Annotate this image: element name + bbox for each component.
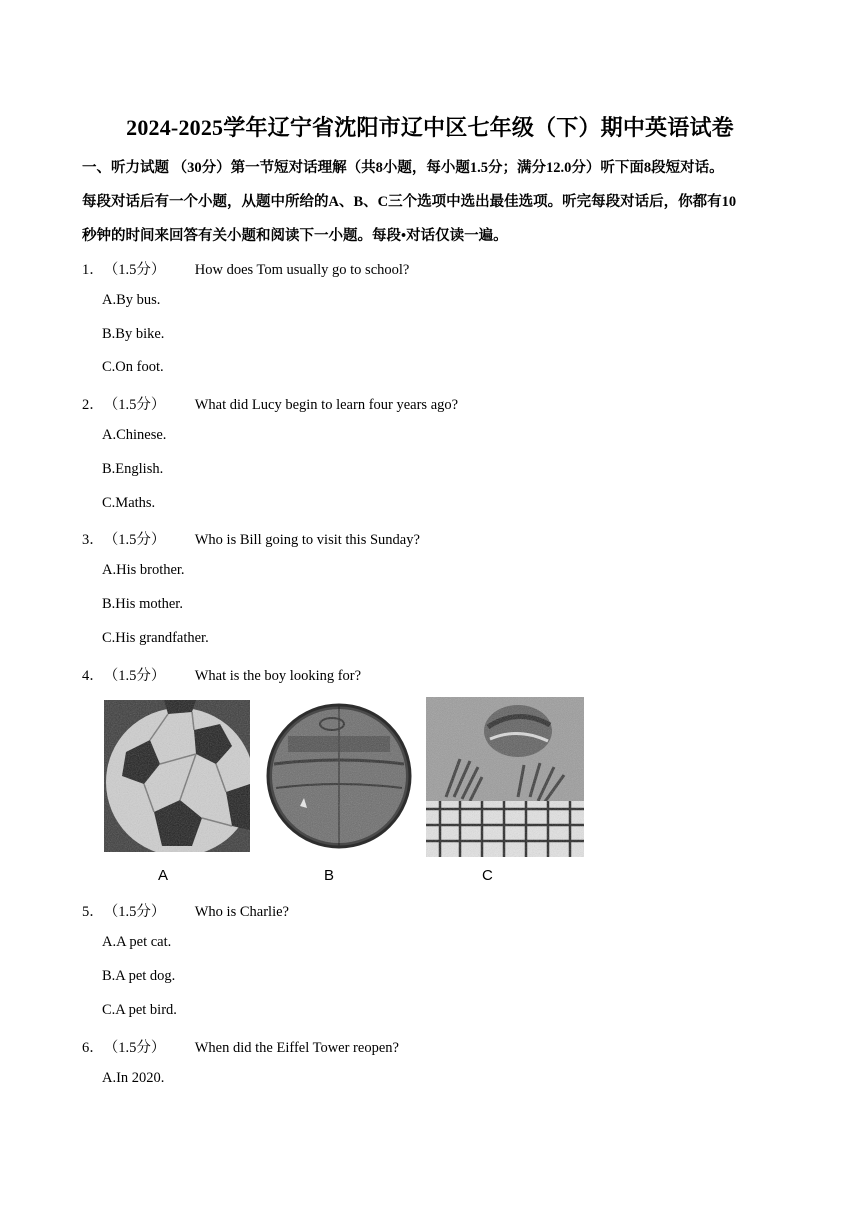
picture-label-c: C bbox=[482, 867, 493, 884]
question-text: When did the Eiffel Tower reopen? bbox=[194, 1040, 399, 1056]
option-a: A.By bus. bbox=[102, 292, 161, 308]
instruction-line: 每段对话后有一个小题，从题中所给的A、B、C三个选项中选出最佳选项。听完每段对话后，你都有10 bbox=[82, 194, 737, 210]
question-4 bbox=[82, 664, 361, 685]
option-c: C.A pet bird. bbox=[102, 1002, 177, 1018]
question-points: （1.5分） bbox=[103, 904, 166, 920]
question-points: （1.5分） bbox=[103, 668, 166, 684]
question-6 bbox=[82, 1036, 399, 1057]
page-title: 2024-2025学年辽宁省沈阳市辽中区七年级（下）期中英语试卷 bbox=[126, 115, 734, 140]
question-points: （1.5分） bbox=[103, 1040, 166, 1056]
question-2 bbox=[82, 393, 458, 414]
question-text: What did Lucy begin to learn four years ago? bbox=[194, 397, 459, 413]
option-c: C.On foot. bbox=[102, 359, 164, 375]
question-number: 5． bbox=[82, 904, 104, 920]
question-1 bbox=[82, 258, 409, 279]
option-c: C.His grandfather. bbox=[102, 630, 209, 646]
question-text: Who is Bill going to visit this Sunday? bbox=[194, 532, 420, 548]
soccer-ball-icon bbox=[104, 700, 250, 852]
question-text: What is the boy looking for? bbox=[194, 668, 362, 684]
question-number: 6． bbox=[82, 1040, 104, 1056]
volleyball-icon bbox=[426, 697, 584, 857]
section-instructions bbox=[82, 151, 787, 253]
question-5 bbox=[82, 900, 289, 921]
basketball-icon bbox=[266, 700, 412, 852]
option-b: B.By bike. bbox=[102, 326, 165, 342]
question-number: 1． bbox=[82, 262, 104, 278]
option-c: C.Maths. bbox=[102, 495, 156, 511]
question-points: （1.5分） bbox=[103, 397, 166, 413]
picture-label-b: B bbox=[324, 867, 335, 884]
option-b: B.A pet dog. bbox=[102, 968, 176, 984]
option-a: A.In 2020. bbox=[102, 1070, 165, 1086]
instruction-line: 秒钟的时间来回答有关小题和阅读下一小题。每段•对话仅读一遍。 bbox=[82, 228, 508, 244]
question-text: How does Tom usually go to school? bbox=[194, 262, 410, 278]
question-points: （1.5分） bbox=[103, 532, 166, 548]
question-3 bbox=[82, 528, 420, 549]
option-a: A.Chinese. bbox=[102, 427, 167, 443]
option-a: A.A pet cat. bbox=[102, 934, 172, 950]
option-b: B.His mother. bbox=[102, 596, 183, 612]
picture-label-a: A bbox=[158, 867, 169, 884]
option-a: A.His brother. bbox=[102, 562, 185, 578]
option-b: B.English. bbox=[102, 461, 164, 477]
question-points: （1.5分） bbox=[103, 262, 166, 278]
question-number: 2． bbox=[82, 397, 104, 413]
question-number: 4． bbox=[82, 668, 104, 684]
question-text: Who is Charlie? bbox=[194, 904, 289, 920]
question-number: 3． bbox=[82, 532, 104, 548]
instruction-line: 一、听力试题 （30分）第一节短对话理解（共8小题，每小题1.5分；满分12.0分）听下面8段短对话。 bbox=[82, 160, 724, 176]
